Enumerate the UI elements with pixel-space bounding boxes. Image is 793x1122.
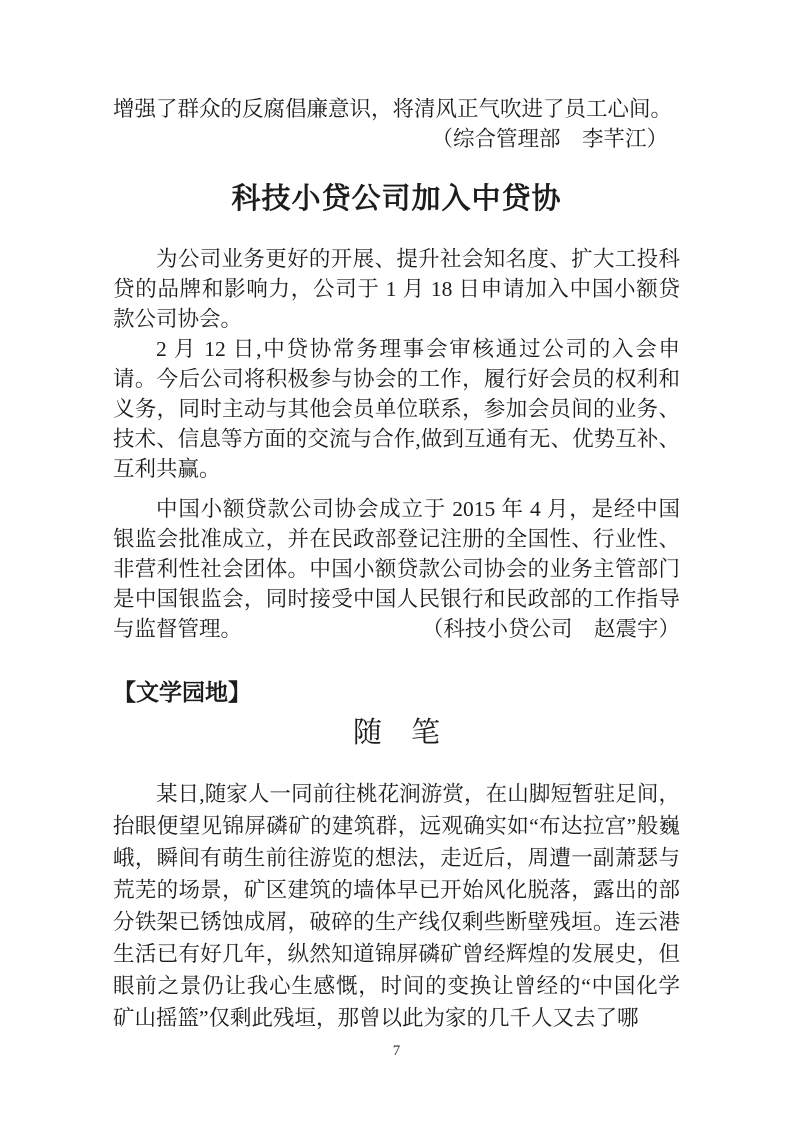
- literature-section-label: 【文学园地】: [113, 680, 251, 705]
- article-signature: （科技小贷公司 赵震宇）: [421, 617, 680, 641]
- article-title: 科技小贷公司加入中贷协: [231, 183, 562, 215]
- essay-title: 随 笔: [352, 717, 440, 749]
- article-paragraph-1: 为公司业务更好的开展、提升社会知名度、扩大工投科贷的品牌和影响力，公司于 1 月 18 日申请加入中国小额贷款公司协会。: [113, 247, 680, 331]
- article-paragraph-3: [113, 494, 680, 644]
- previous-article-signature: （综合管理部 李芊江）: [431, 127, 668, 151]
- essay-paragraph: 某日,随家人一同前往桃花涧游赏，在山脚短暂驻足间，抬眼便望见锦屏磷矿的建筑群，远观确实如“布达拉宫”般巍峨，瞬间有萌生前往游览的想法，走近后，周遭一副萧瑟与荒芜的场景，矿区建筑的墙体早已开始风化脱落，露出的部分铁架已锈蚀成屑，破碎的生产线仅剩些断壁残垣。连云港生活已有好几年，纵然知道锦屏磷矿曾经辉煌的发展史，但眼前之景仍让我心生感慨，时间的变换让曾经的“中国化学矿山摇篮”仅剩此残垣，那曾以此为家的几千人又去了哪: [113, 782, 680, 1030]
- article-paragraph-3-text: 中国小额贷款公司协会成立于 2015 年 4 月，是经中国银监会批准成立，并在民政部登记注册的全国性、行业性、非营利性社会团体。中国小额贷款公司协会的业务主管部门是中国银监会，同时接受中国人民银行和民政部的工作指导与监督管理。: [113, 497, 680, 641]
- page-number: 7: [392, 1043, 401, 1059]
- article-paragraph-2: 2 月 12 日,中贷协常务理事会审核通过公司的入会申请。今后公司将积极参与协会的工作，履行好会员的权利和义务，同时主动与其他会员单位联系，参加会员间的业务、技术、信息等方面的交流与合作,做到互通有无、优势互补、互利共赢。: [113, 337, 680, 481]
- previous-article-continuation: 增强了群众的反腐倡廉意识，将清风正气吹进了员工心间。: [113, 97, 673, 121]
